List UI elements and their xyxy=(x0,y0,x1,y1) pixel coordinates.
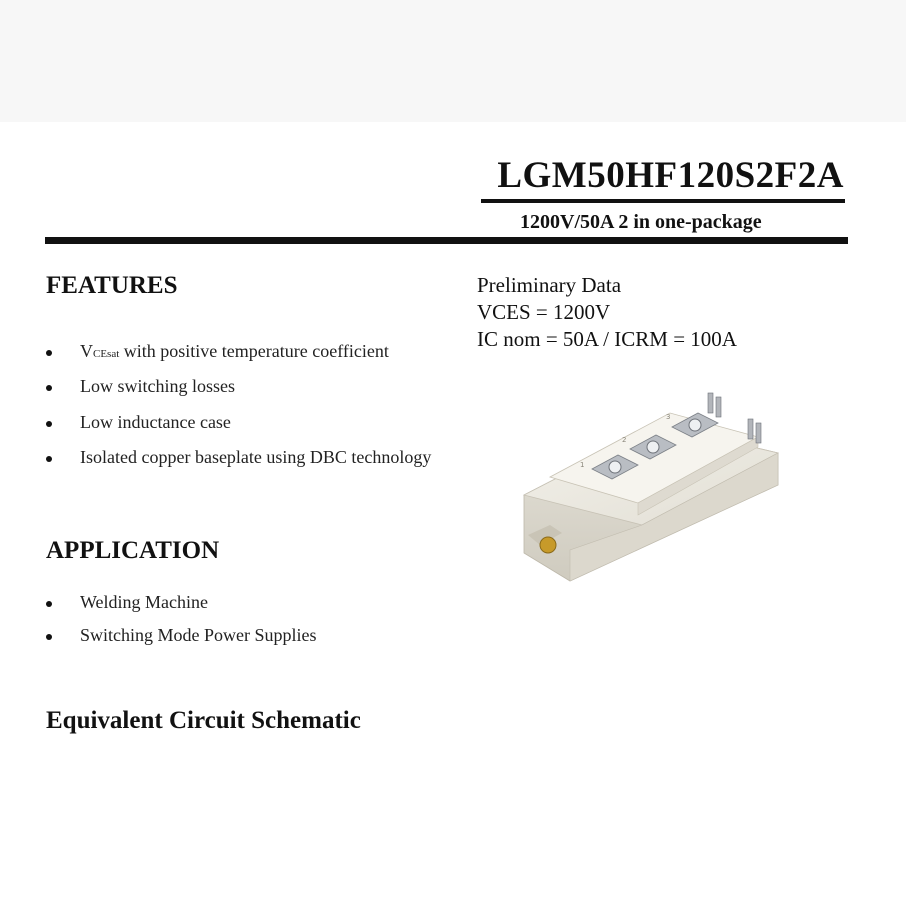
header-divider xyxy=(45,237,848,244)
bullet-icon xyxy=(46,456,52,462)
spec-vces: VCES = 1200V xyxy=(477,300,611,324)
terminal-label: 1 xyxy=(580,461,585,469)
bullet-icon xyxy=(46,385,52,391)
schematic-heading: Equivalent Circuit Schematic xyxy=(46,707,361,734)
feature-text: VCEsat with positive temperature coefficient xyxy=(80,341,389,361)
bullet-icon xyxy=(46,350,52,356)
application-text: Welding Machine xyxy=(80,592,209,612)
application-heading: APPLICATION xyxy=(46,537,220,564)
top-margin-band xyxy=(0,0,906,122)
feature-text: Isolated copper baseplate using DBC technology xyxy=(80,447,432,467)
terminal-label: 2 xyxy=(622,436,627,444)
spec-summary xyxy=(477,272,737,353)
title-underline xyxy=(481,199,845,203)
bullet-icon xyxy=(46,601,52,607)
package-subtitle: 1200V/50A 2 in one-package xyxy=(520,211,762,233)
application-text: Switching Mode Power Supplies xyxy=(80,625,317,645)
spec-current: IC nom = 50A / ICRM = 100A xyxy=(477,327,737,351)
igbt-module-image xyxy=(510,385,795,590)
terminal-label: 3 xyxy=(666,413,671,421)
spec-preliminary: Preliminary Data xyxy=(477,273,622,297)
bullet-icon xyxy=(46,421,52,427)
bullet-icon xyxy=(46,634,52,640)
part-number-title: LGM50HF120S2F2A xyxy=(497,155,844,196)
feature-text: Low switching losses xyxy=(80,376,235,396)
feature-text: Low inductance case xyxy=(80,412,231,432)
features-heading: FEATURES xyxy=(46,272,178,299)
